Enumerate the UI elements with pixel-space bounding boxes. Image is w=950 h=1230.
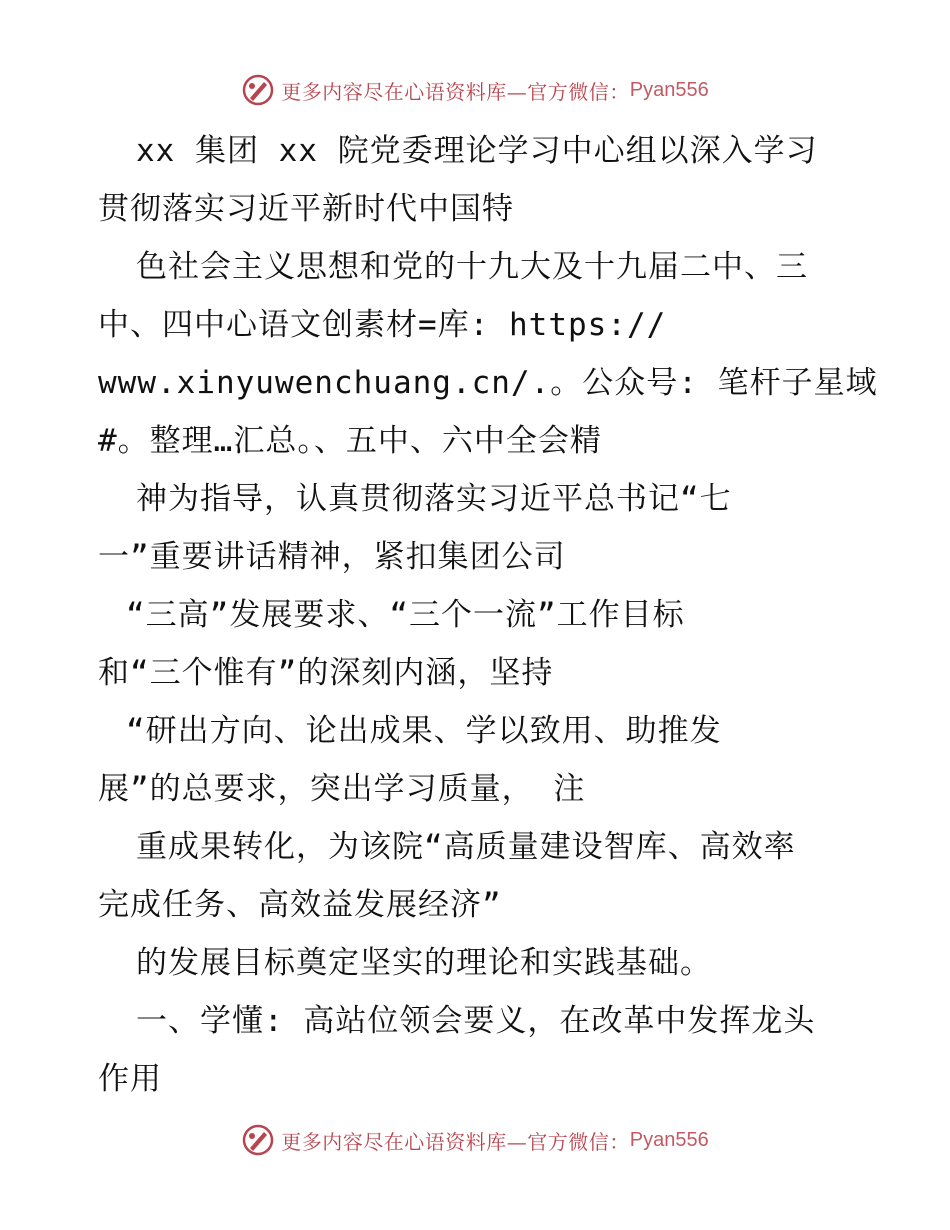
body-line: 的发展目标奠定坚实的理论和实践基础。 xyxy=(136,945,712,981)
body-line: xx 集团 xx 院党委理论学习中心组以深入学习 xyxy=(136,133,818,169)
body-line: “研出方向、论出成果、学以致用、助推发 xyxy=(126,713,722,749)
body-line: 和“三个惟有”的深刻内涵，坚持 xyxy=(98,655,554,691)
body-line: “三高”发展要求、“三个一流”工作目标 xyxy=(126,597,685,633)
body-line: 完成任务、高效益发展经济” xyxy=(98,887,502,923)
header-banner-wechat-id: Pyan556 xyxy=(629,78,709,101)
body-line: 重成果转化，为该院“高质量建设智库、高效率 xyxy=(136,829,796,865)
section-heading: 一、学懂: 高站位领会要义，在改革中发挥龙头 xyxy=(136,1003,816,1039)
body-line: #。整理…汇总。、五中、六中全会精 xyxy=(98,423,602,459)
body-line: 色社会主义思想和党的十九大及十九届二中、三 xyxy=(136,249,808,285)
header-banner xyxy=(0,70,950,110)
footer-banner-text: 更多内容尽在心语资料库—官方微信： xyxy=(281,1129,630,1154)
header-banner-text: 更多内容尽在心语资料库—官方微信： xyxy=(281,79,630,104)
body-line: 一”重要讲话精神，紧扣集团公司 xyxy=(98,539,566,575)
body-line: 作用 xyxy=(98,1061,162,1097)
body-line: 贯彻落实习近平新时代中国特 xyxy=(98,191,514,227)
document-body xyxy=(98,122,898,1108)
body-line: 中、四中心语文创素材=库: https:// xyxy=(98,307,667,343)
footer-banner xyxy=(0,1120,950,1160)
body-line: www.xinyuwenchuang.cn/.。公众号: 笔杆子星域 xyxy=(98,365,878,401)
body-line: 神为指导，认真贯彻落实习近平总书记“七 xyxy=(136,481,732,517)
footer-banner-wechat-id: Pyan556 xyxy=(629,1128,709,1151)
body-line: 展”的总要求，突出学习质量， 注 xyxy=(98,771,586,807)
pen-nib-logo-icon xyxy=(241,1123,275,1157)
pen-nib-logo-icon xyxy=(241,73,275,107)
